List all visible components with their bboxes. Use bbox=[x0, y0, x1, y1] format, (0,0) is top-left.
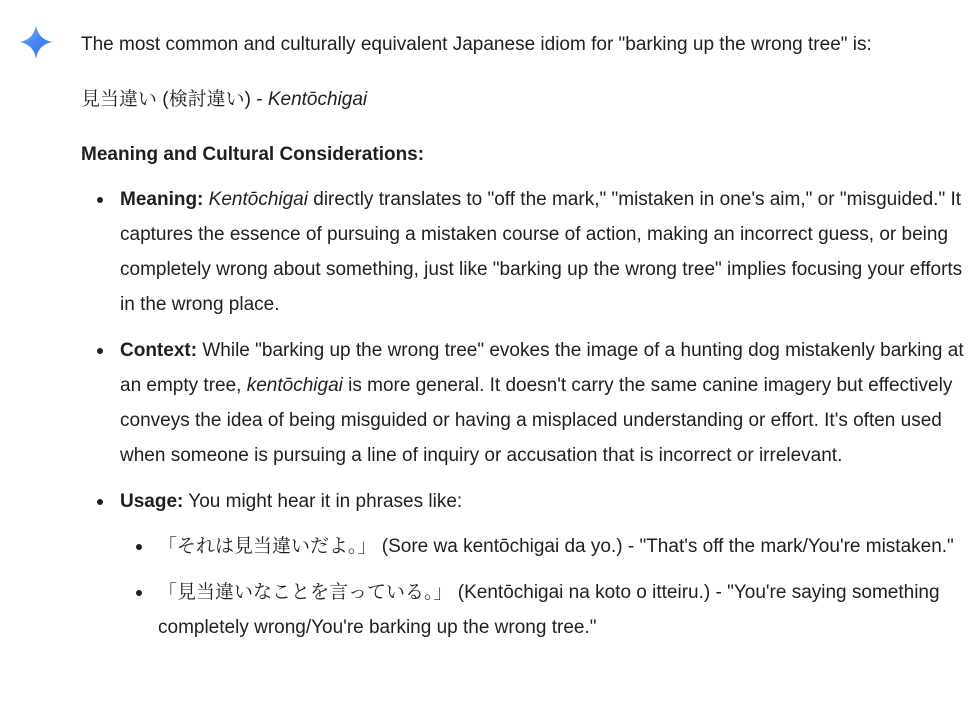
meaning-text: directly translates to "off the mark," "mistaken in one's aim," or "misguided." It captures the essence of pursuing a mistaken course of action, making an incorrect guess, or being completely wrong about something, just like "barking up the wrong tree" implies focusing your efforts in the wrong place. bbox=[120, 189, 963, 315]
list-item-meaning bbox=[120, 182, 969, 322]
usage-example: 「見当違いなことを言っている。」 (Kentōchigai na koto o itteiru.) - "You're saying something completely wrong/You're barking up the wrong tree." bbox=[158, 575, 969, 645]
usage-examples-list bbox=[120, 529, 969, 645]
section-heading: Meaning and Cultural Considerations: bbox=[81, 144, 425, 165]
response-intro: The most common and culturally equivalent Japanese idiom for "barking up the wrong tree" is: bbox=[81, 34, 872, 55]
response-content bbox=[81, 27, 969, 656]
considerations-list bbox=[81, 182, 969, 645]
context-term: kentōchigai bbox=[246, 375, 343, 396]
gemini-sparkle-icon bbox=[18, 24, 54, 60]
usage-label: Usage: bbox=[120, 491, 184, 512]
idiom-line bbox=[81, 82, 969, 117]
usage-text: You might hear it in phrases like: bbox=[183, 491, 463, 512]
context-text-after: is more general. It doesn't carry the same canine imagery but effectively conveys the idea of being misguided or having a misplaced understanding or effort. It's often used when someone is pursuing a line of inquiry or accusation that is incorrect or irrelevant. bbox=[120, 375, 953, 466]
usage-example: 「それは見当違いだよ。」 (Sore wa kentōchigai da yo.) - "That's off the mark/You're mistaken." bbox=[158, 529, 969, 564]
list-item-context bbox=[120, 333, 969, 473]
meaning-label: Meaning: bbox=[120, 189, 204, 210]
list-item-usage bbox=[120, 484, 969, 645]
idiom-japanese: 見当違い (検討違い) - bbox=[81, 89, 268, 110]
idiom-romaji: Kentōchigai bbox=[267, 89, 368, 110]
context-text-before: While "barking up the wrong tree" evokes the image of a hunting dog mistakenly barking at an empty tree, bbox=[120, 340, 964, 396]
context-label: Context: bbox=[120, 340, 198, 361]
meaning-term: Kentōchigai bbox=[208, 189, 308, 210]
